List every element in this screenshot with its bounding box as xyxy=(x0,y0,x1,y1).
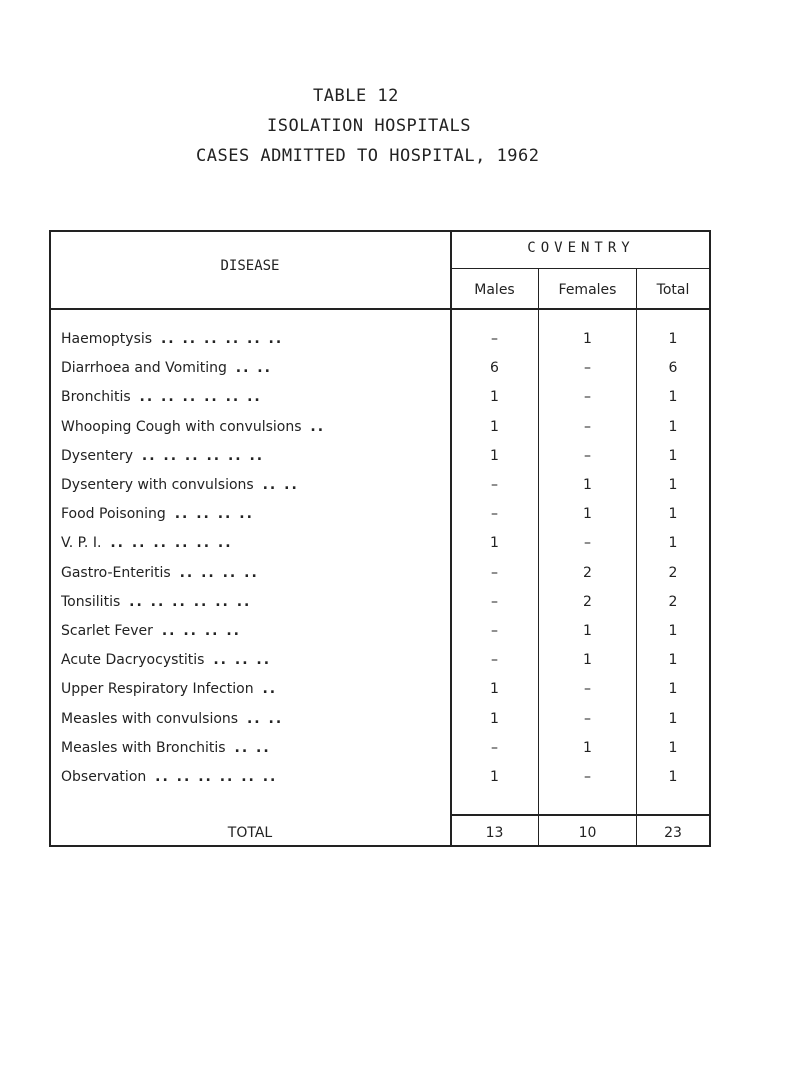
disease-name: Dysentery with convulsions xyxy=(61,477,254,493)
males-header: Males xyxy=(474,282,515,298)
table-row-disease xyxy=(61,331,446,347)
leader-dots: .. .. .. xyxy=(213,652,272,668)
males-cell: – xyxy=(491,740,498,756)
males-cell: 1 xyxy=(490,535,499,551)
table-row-disease xyxy=(61,419,446,435)
coventry-subheader-rule xyxy=(451,268,711,269)
coventry-header: COVENTRY xyxy=(527,240,635,256)
females-cell: 2 xyxy=(583,594,592,610)
leader-dots: .. .. xyxy=(246,711,284,727)
leader-dots: .. .. .. .. xyxy=(179,565,259,581)
females-cell: 1 xyxy=(583,331,592,347)
table-row-disease xyxy=(61,594,446,610)
table-row-disease xyxy=(61,740,446,756)
total-cell: 1 xyxy=(668,389,678,405)
females-cell: – xyxy=(584,769,591,785)
table-caption: CASES ADMITTED TO HOSPITAL, 1962 xyxy=(196,146,540,166)
admissions-table xyxy=(49,230,711,846)
disease-name: Dysentery xyxy=(61,448,133,464)
leader-dots: .. .. xyxy=(234,740,271,756)
disease-name: Observation xyxy=(61,769,147,785)
females-cell: 1 xyxy=(583,477,592,493)
table-row-disease xyxy=(61,360,446,376)
total-males: 13 xyxy=(485,825,504,841)
females-cell: – xyxy=(584,389,591,405)
total-cell: 1 xyxy=(668,681,678,697)
males-cell: – xyxy=(491,506,498,522)
total-cell: 2 xyxy=(668,594,678,610)
disease-name: Food Poisoning xyxy=(61,506,166,522)
table-row-disease xyxy=(61,389,446,405)
table-row-disease xyxy=(61,448,446,464)
total-cell: 2 xyxy=(668,565,678,581)
leader-dots: .. .. .. .. xyxy=(161,623,241,639)
females-header: Females xyxy=(558,282,617,298)
leader-dots: .. .. .. .. .. .. xyxy=(110,535,233,551)
table-row-disease xyxy=(61,477,446,493)
males-cell: 1 xyxy=(490,681,499,697)
table-row-disease xyxy=(61,711,446,727)
leader-dots: .. .. .. .. .. .. xyxy=(129,594,252,610)
total-cell: 1 xyxy=(668,769,678,785)
females-cell: 1 xyxy=(583,623,592,639)
disease-name: Gastro-Enteritis xyxy=(61,565,171,581)
leader-dots: .. .. .. .. .. .. xyxy=(139,389,262,405)
total-cell: 1 xyxy=(668,740,678,756)
leader-dots: .. .. xyxy=(235,360,272,376)
total-cell: 6 xyxy=(668,360,678,376)
males-females-rule xyxy=(538,268,539,847)
males-cell: – xyxy=(491,477,498,493)
table-subject: ISOLATION HOSPITALS xyxy=(267,116,471,136)
females-cell: – xyxy=(584,419,591,435)
males-cell: – xyxy=(491,623,498,639)
table-row-disease xyxy=(61,565,446,581)
total-total: 23 xyxy=(664,825,682,841)
leader-dots: .. .. .. .. .. .. xyxy=(160,331,284,347)
females-cell: – xyxy=(584,448,591,464)
females-cell: – xyxy=(584,535,591,551)
table-number: TABLE 12 xyxy=(313,86,399,106)
disease-name: Haemoptysis xyxy=(61,331,153,347)
total-cell: 1 xyxy=(668,623,678,639)
total-females: 10 xyxy=(578,825,597,841)
table-row-disease xyxy=(61,535,446,551)
males-cell: – xyxy=(491,331,498,347)
disease-name: Measles with convulsions xyxy=(61,711,239,727)
disease-name: Tonsilitis xyxy=(61,594,121,610)
leader-dots: .. xyxy=(262,681,278,697)
males-cell: – xyxy=(491,594,498,610)
females-cell: 1 xyxy=(583,506,592,522)
total-header: Total xyxy=(656,282,690,298)
males-cell: 6 xyxy=(490,360,499,376)
disease-header: DISEASE xyxy=(220,258,280,274)
males-cell: 1 xyxy=(490,769,499,785)
table-left-rule xyxy=(49,230,51,847)
females-cell: – xyxy=(584,681,591,697)
total-cell: 1 xyxy=(668,448,678,464)
disease-name: Bronchitis xyxy=(61,389,131,405)
total-row-label: TOTAL xyxy=(227,825,273,841)
table-row-disease xyxy=(61,681,446,697)
leader-dots: .. xyxy=(310,419,326,435)
total-cell: 1 xyxy=(668,331,678,347)
disease-name: Measles with Bronchitis xyxy=(61,740,226,756)
total-cell: 1 xyxy=(668,535,678,551)
table-row-disease xyxy=(61,652,446,668)
total-cell: 1 xyxy=(668,652,678,668)
males-cell: – xyxy=(491,565,498,581)
males-cell: 1 xyxy=(490,389,499,405)
leader-dots: .. .. .. .. xyxy=(174,506,254,522)
females-cell: – xyxy=(584,360,591,376)
total-row-rule xyxy=(451,814,711,816)
table-row-disease xyxy=(61,769,446,785)
males-cell: 1 xyxy=(490,448,499,464)
disease-name: Acute Dacryocystitis xyxy=(61,652,205,668)
females-cell: 2 xyxy=(583,565,592,581)
total-cell: 1 xyxy=(668,419,678,435)
header-bottom-rule xyxy=(49,308,711,310)
females-total-rule xyxy=(636,268,637,847)
males-cell: 1 xyxy=(490,711,499,727)
disease-name: Whooping Cough with convulsions xyxy=(61,419,302,435)
total-cell: 1 xyxy=(668,477,678,493)
table-top-rule xyxy=(49,230,711,232)
disease-name: Diarrhoea and Vomiting xyxy=(61,360,227,376)
females-cell: 1 xyxy=(583,652,592,668)
disease-name: Scarlet Fever xyxy=(61,623,153,639)
leader-dots: .. .. .. .. .. .. xyxy=(155,769,278,785)
total-cell: 1 xyxy=(668,506,678,522)
males-cell: 1 xyxy=(490,419,499,435)
males-cell: – xyxy=(491,652,498,668)
table-row-disease xyxy=(61,623,446,639)
leader-dots: .. .. xyxy=(262,477,299,493)
disease-name: V. P. I. xyxy=(61,535,102,551)
females-cell: – xyxy=(584,711,591,727)
table-right-rule xyxy=(709,230,711,847)
total-cell: 1 xyxy=(668,711,678,727)
disease-name: Upper Respiratory Infection xyxy=(61,681,254,697)
table-bottom-rule xyxy=(49,845,711,847)
females-cell: 1 xyxy=(583,740,592,756)
leader-dots: .. .. .. .. .. .. xyxy=(141,448,265,464)
table-row-disease xyxy=(61,506,446,522)
